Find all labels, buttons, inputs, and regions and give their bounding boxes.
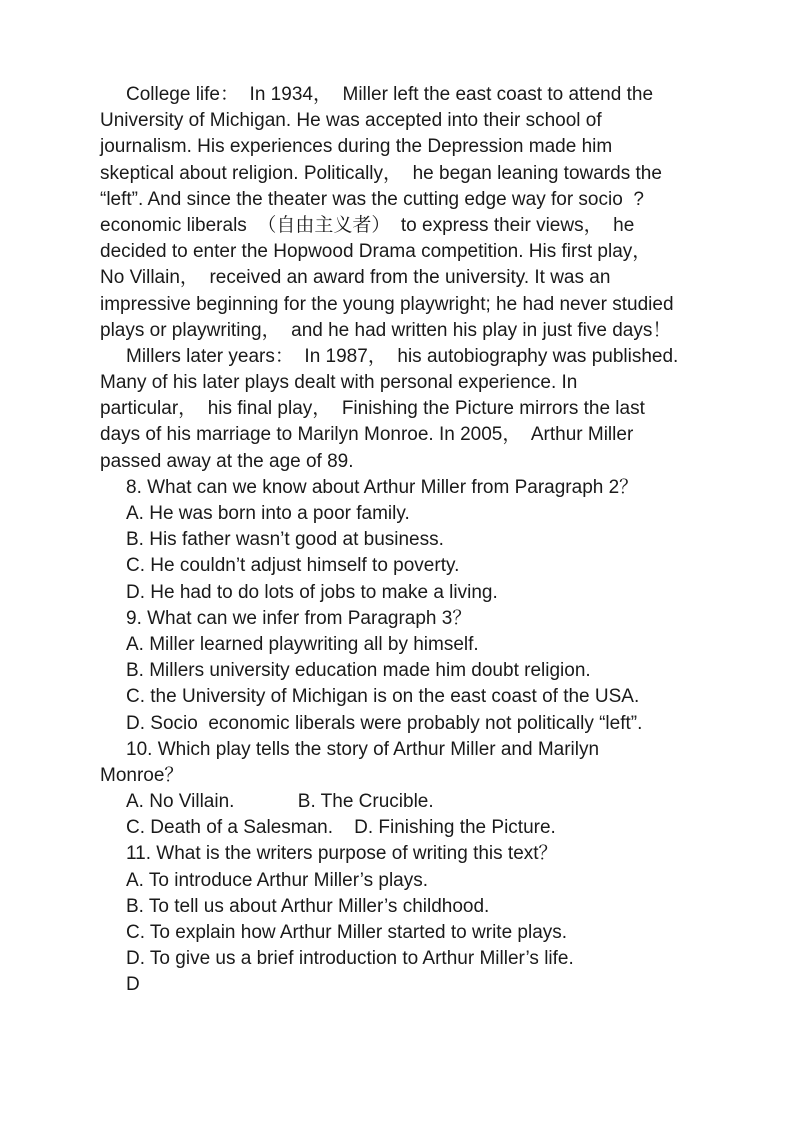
text-line: days of his marriage to Marilyn Monroe. In 2005， Arthur Miller: [100, 424, 634, 446]
text-line: Many of his later plays dealt with personal experience. In: [100, 372, 578, 394]
text-line: journalism. His experiences during the Depression made him: [100, 136, 613, 158]
answer-option: D. Socio economic liberals were probably not politically “left”.: [126, 712, 643, 734]
paragraph-college-life: [100, 82, 710, 344]
paragraph-later-years: [100, 344, 710, 475]
answer-option: B. To tell us about Arthur Miller’s childhood.: [126, 895, 490, 917]
answer-option: C. the University of Michigan is on the east coast of the USA.: [126, 686, 640, 708]
question-stem: 9. What can we infer from Paragraph 3？: [126, 607, 472, 629]
text-line: Millers later years： In 1987， his autobiography was published.: [126, 345, 679, 367]
text-line: economic liberals （自由主义者） to express their views， he: [100, 214, 635, 236]
answer-option: A. Miller learned playwriting all by himself.: [126, 633, 479, 655]
question-10: [100, 737, 710, 842]
answer-option: B. His father wasn’t good at business.: [126, 529, 444, 551]
text-line: skeptical about religion. Politically， he began leaning towards the: [100, 162, 662, 184]
text-line: plays or playwriting， and he had written his play in just five days！: [100, 319, 672, 341]
text-line: impressive beginning for the young playwright; he had never studied: [100, 293, 674, 315]
question-stem-continued: Monroe？: [100, 764, 184, 786]
answer-option: D. He had to do lots of jobs to make a living.: [126, 581, 498, 603]
text-line: University of Michigan. He was accepted into their school of: [100, 110, 602, 132]
text-line: No Villain， received an award from the university. It was an: [100, 267, 611, 289]
question-stem: 11. What is the writers purpose of writing this text？: [126, 843, 558, 865]
question-9: [100, 606, 710, 737]
text-line: decided to enter the Hopwood Drama competition. His first play，: [100, 241, 652, 263]
question-11: [100, 841, 710, 972]
answer-option: A. He was born into a poor family.: [126, 503, 410, 524]
answer-key: D: [126, 974, 140, 996]
question-8: [100, 475, 710, 606]
answer-option: A. No Villain. B. The Crucible.: [126, 791, 434, 813]
question-stem: 8. What can we know about Arthur Miller from Paragraph 2？: [126, 476, 639, 498]
answer-option: C. To explain how Arthur Miller started to write plays.: [126, 922, 568, 943]
text-line: passed away at the age of 89.: [100, 450, 354, 472]
answer-option: A. To introduce Arthur Miller’s plays.: [126, 869, 429, 891]
answer-option: C. He couldn’t adjust himself to poverty.: [126, 555, 460, 577]
text-line: College life： In 1934， Miller left the east coast to attend the: [126, 84, 654, 105]
text-line: particular， his final play， Finishing the Picture mirrors the last: [100, 398, 645, 420]
answer-option: D. To give us a brief introduction to Arthur Miller’s life.: [126, 948, 574, 970]
answer-option: B. Millers university education made him doubt religion.: [126, 660, 591, 682]
question-stem: 10. Which play tells the story of Arthur Miller and Marilyn: [126, 738, 600, 760]
answer-option: C. Death of a Salesman. D. Finishing the Picture.: [126, 817, 556, 839]
document-page: [100, 82, 710, 999]
text-line: “left”. And since the theater was the cutting edge way for socio ?: [100, 188, 644, 210]
